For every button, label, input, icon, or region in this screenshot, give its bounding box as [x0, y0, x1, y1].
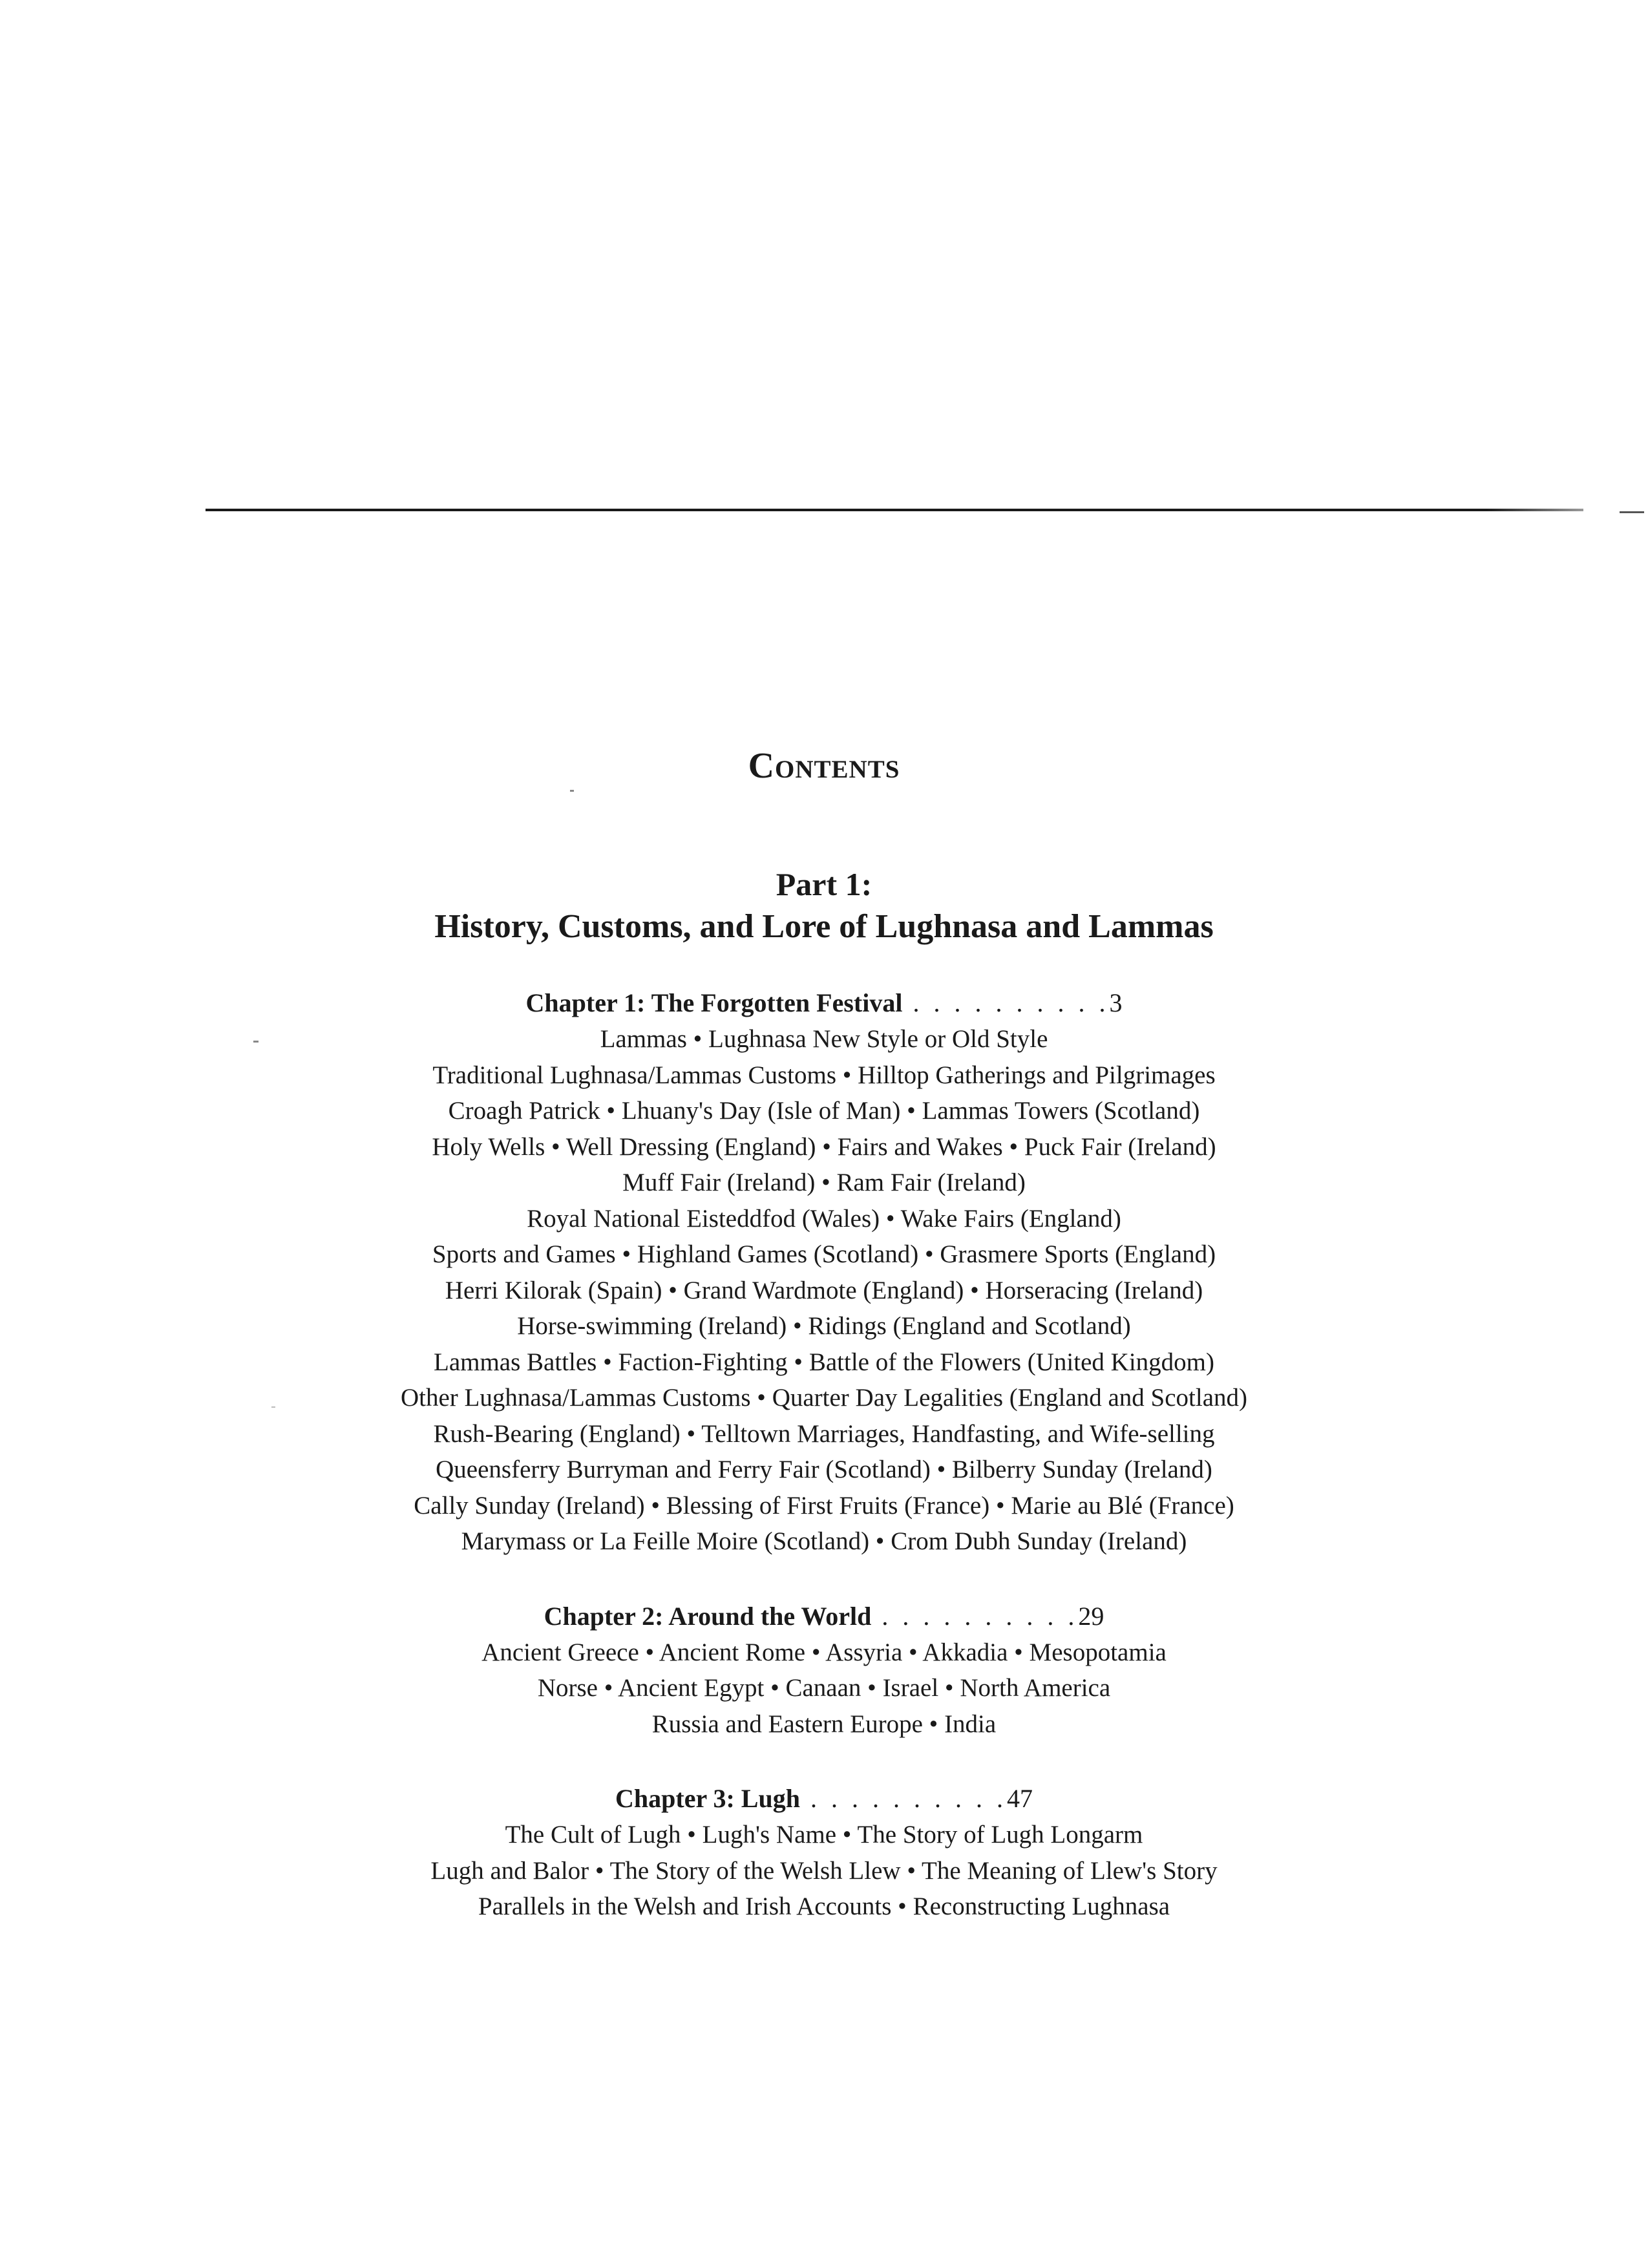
topic-line: Rush-Bearing (England) • Telltown Marriages, Handfasting, and Wife-selling — [433, 1419, 1215, 1448]
part-number: Part 1: — [776, 866, 872, 902]
chapter-3 — [0, 1781, 1648, 1925]
contents-heading: Contents — [748, 746, 900, 786]
chapter-heading[interactable] — [0, 985, 1648, 1021]
chapter-title: Chapter 3: Lugh — [615, 1784, 800, 1813]
topic-line: Russia and Eastern Europe • India — [651, 1710, 997, 1738]
topic-line: Traditional Lughnasa/Lammas Customs • Hilltop Gatherings and Pilgrimages — [432, 1061, 1216, 1089]
chapter-page-number: 3 — [1109, 988, 1123, 1017]
dot-leader: . . . . . . . . . . — [871, 1601, 1079, 1631]
chapter-title: Chapter 1: The Forgotten Festival — [525, 988, 903, 1017]
topic-line: Parallels in the Welsh and Irish Accounts • Reconstructing Lughnasa — [478, 1892, 1170, 1920]
top-rule — [206, 509, 1582, 511]
topic-line: Royal National Eisteddfod (Wales) • Wake Fairs (England) — [527, 1204, 1121, 1233]
topic-line: Lugh and Balor • The Story of the Welsh Llew • The Meaning of Llew's Story — [430, 1856, 1218, 1885]
topic-line: Ancient Greece • Ancient Rome • Assyria • Akkadia • Mesopotamia — [481, 1638, 1167, 1666]
topic-line: Horse-swimming (Ireland) • Ridings (England and Scotland) — [517, 1312, 1131, 1340]
table-of-contents — [0, 743, 1648, 1925]
topic-line: Norse • Ancient Egypt • Canaan • Israel • North America — [537, 1674, 1111, 1702]
topic-line: Muff Fair (Ireland) • Ram Fair (Ireland) — [622, 1169, 1026, 1196]
topic-line: Cally Sunday (Ireland) • Blessing of First Fruits (France) • Marie au Blé (France) — [414, 1491, 1234, 1520]
topic-line: Lammas • Lughnasa New Style or Old Style — [600, 1025, 1048, 1053]
topic-line: Marymass or La Feille Moire (Scotland) • Crom Dubh Sunday (Ireland) — [461, 1527, 1187, 1555]
chapter-heading[interactable] — [0, 1781, 1648, 1817]
chapter-1 — [0, 985, 1648, 1560]
topic-line: Lammas Battles • Faction-Fighting • Battle of the Flowers (United Kingdom) — [434, 1348, 1214, 1376]
part-title: History, Customs, and Lore of Lughnasa and Lammas — [434, 908, 1214, 945]
topic-line: Sports and Games • Highland Games (Scotland) • Grasmere Sports (England) — [432, 1240, 1216, 1268]
top-rule-fade — [1486, 509, 1583, 511]
dot-leader: . . . . . . . . . . — [799, 1784, 1007, 1813]
topic-line: The Cult of Lugh • Lugh's Name • The Story of Lugh Longarm — [505, 1821, 1143, 1849]
topic-line: Other Lughnasa/Lammas Customs • Quarter Day Legalities (England and Scotland) — [400, 1384, 1248, 1412]
topic-line: Holy Wells • Well Dressing (England) • Fairs and Wakes • Puck Fair (Ireland) — [432, 1132, 1216, 1161]
topic-line: Herri Kilorak (Spain) • Grand Wardmote (England) • Horseracing (Ireland) — [445, 1276, 1203, 1304]
chapter-heading[interactable] — [0, 1598, 1648, 1635]
topic-line: Croagh Patrick • Lhuany's Day (Isle of Man) • Lammas Towers (Scotland) — [448, 1097, 1200, 1125]
dot-leader: . . . . . . . . . . — [902, 988, 1110, 1017]
chapter-title: Chapter 2: Around the World — [544, 1601, 872, 1631]
chapter-page-number: 47 — [1006, 1784, 1033, 1813]
chapter-page-number: 29 — [1078, 1601, 1104, 1631]
chapter-2 — [0, 1598, 1648, 1743]
rule-tick-mark — [1620, 511, 1644, 513]
topic-line: Queensferry Burryman and Ferry Fair (Scotland) • Bilberry Sunday (Ireland) — [436, 1456, 1212, 1483]
